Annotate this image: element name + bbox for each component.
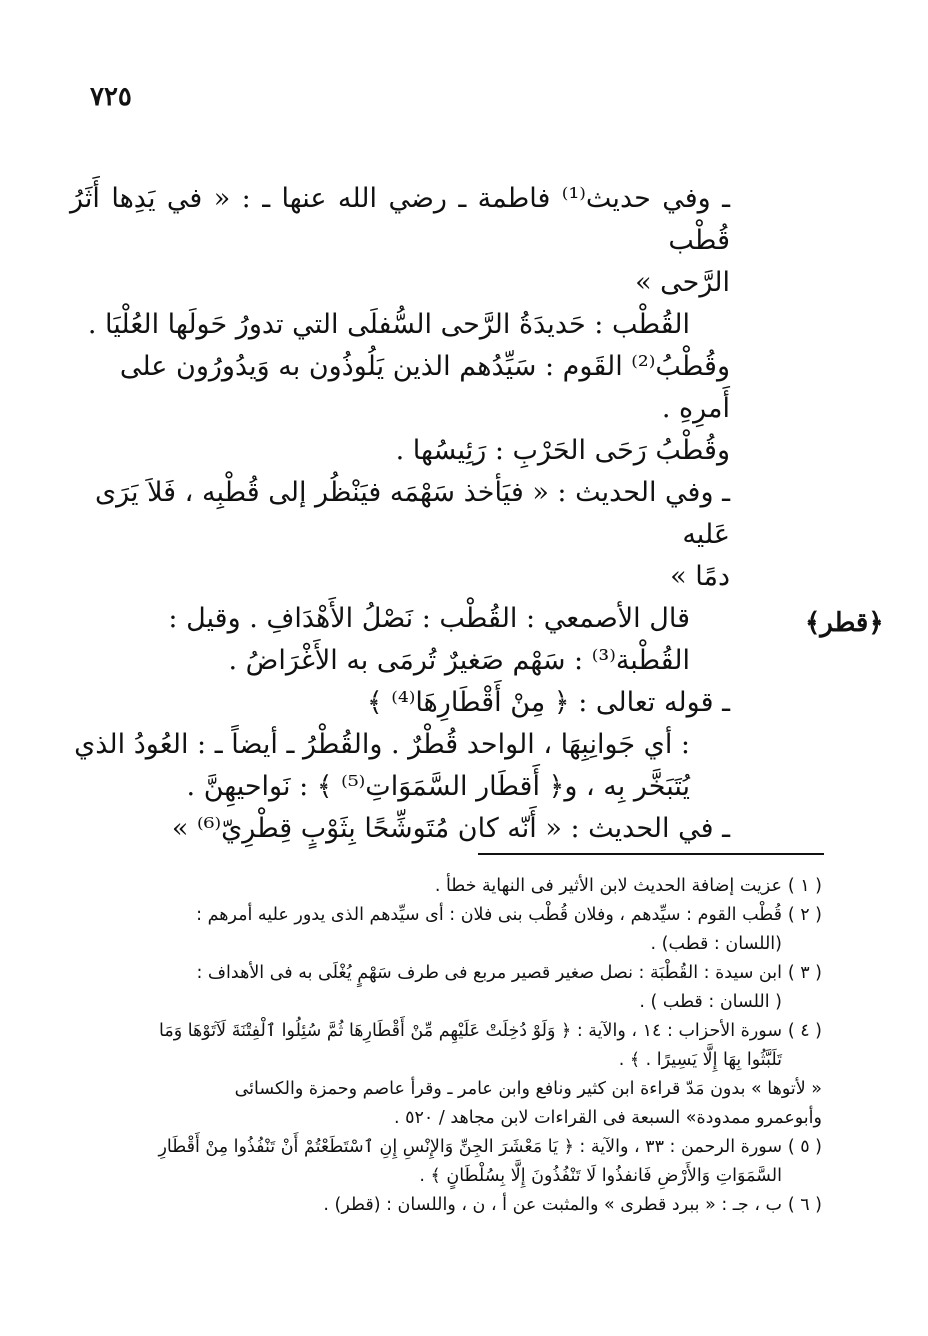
footnote-text: سورة الرحمن : ٣٣ ، والآية : ﴿ يَا مَعْشَرَ الجِنِّ وَالإِنْسِ إِنِ ٱسْتَطَعْتُمْ أَنْ تَنْفُذُوا مِنْ أَقْطَارِ xyxy=(158,1137,782,1157)
paragraph-hadith-sahm xyxy=(70,472,730,598)
paragraph-line: القُطْبة⁽³⁾ : سَهْم صَغيرٌ تُرمَى به الأَغْرَاضُ . xyxy=(228,645,690,676)
footnote-text-continued: ( اللسان : قطب ) . xyxy=(639,992,782,1012)
footnote-text: ب ، جـ : « ببرد قطرى » والمثبت عن أ ، ن ، واللسان : (قطر) . xyxy=(323,1195,782,1215)
paragraph-line: : أي جَوانِبِهَا ، الواحد قُطْرٌ . والقُطْرُ ـ أيضاً ـ : العُودُ الذي xyxy=(74,729,690,760)
footnote-text: عزيت إضافة الحديث لابن الأثير فى النهاية خطأ . xyxy=(434,876,782,896)
footnote-text: ابن سيدة : القُطْبَة : نصل صغير قصير مربع فى طرف سَهْمٍ يُغْلَى به فى الأهداف : xyxy=(196,963,782,983)
footnote-6 xyxy=(82,1191,822,1220)
footnote-text: سورة الأحزاب : ١٤ ، والآية : ﴿ وَلَوْ دُخِلَتْ عَلَيْهِم مِّنْ أَقْطَارِهَا ثُمَّ سُئِلُوا ٱلْفِتْنَةَ لَآتَوْهَا وَمَا xyxy=(158,1021,782,1041)
footnote-number: ( ٤ ) xyxy=(787,1021,822,1041)
paragraph-line: دمًا » xyxy=(670,561,730,592)
main-text xyxy=(70,178,730,850)
paragraph-asmai xyxy=(70,598,730,682)
paragraph-quran-aqtar: ـ قوله تعالى : ﴿ مِنْ أَقْطَارِهَا⁽⁴⁾ ﴾ xyxy=(366,687,730,718)
paragraph-line: ـ وفي الحديث : « فيَأخذ سَهْمَه فيَنْظُر إلى قُطْبِه ، فَلاَ يَرَى عَليه xyxy=(94,477,730,550)
footnote-number: ( ٣ ) xyxy=(787,963,822,983)
footnote-number: ( ٢ ) xyxy=(787,905,822,925)
paragraph-hadith-fatima xyxy=(70,178,730,304)
paragraph-qutb-harb: وقُطْبُ رَحَى الحَرْبِ : رَئِيسُها . xyxy=(395,435,730,466)
footnote-text-continued: تَلَبَّثُوا بِهَا إِلَّا يَسِيرًا . ﴾ . xyxy=(618,1050,782,1070)
footnote-qiraat-source: وأبوعمرو ممدودة» السبعة فى القراءات لابن مجاهد / ٥٢٠ . xyxy=(393,1108,822,1128)
footnote-1 xyxy=(82,872,822,901)
paragraph-hadith-qitri: ـ في الحديث : « أَنّه كان مُتَوشِّحًا بِثَوْبٍ قِطْرِيّ⁽⁶⁾ » xyxy=(171,813,730,844)
footnote-4 xyxy=(82,1017,822,1133)
footnote-2 xyxy=(82,901,822,959)
footnote-qiraat-note: « لأتوها » بدون مَدّ قراءة ابن كثير ونافع وابن عامر ـ وقرأ عاصم وحمزة والكسائى xyxy=(234,1079,822,1099)
paragraph-line: ـ وفي حديث⁽¹⁾ فاطمة ـ رضي الله عنها ـ : « في يَدِها أَثَرُ قُطْب xyxy=(70,183,731,256)
footnote-5 xyxy=(82,1133,822,1191)
footnote-number: ( ١ ) xyxy=(787,876,822,896)
footnote-text-continued: (اللسان : قطب) . xyxy=(650,934,782,954)
paragraph-line: قال الأصمعي : القُطْب : نَصْلُ الأَهْدَافِ . وقيل : xyxy=(168,603,690,634)
paragraph-qutb-definition: القُطْب : حَديدَةُ الرَّحى السُّفلَى التي تدورُ حَولَها العُلْيَا . xyxy=(87,309,690,340)
page-number: ٧٢٥ xyxy=(90,82,132,112)
paragraph-qutb-qawm: وقُطْبُ⁽²⁾ القَوم : سَيِّدُهم الذين يَلُوذُون به وَيدُورُون على أَمرِهِ . xyxy=(119,351,730,424)
footnote-divider xyxy=(478,853,824,855)
footnotes xyxy=(82,872,822,1220)
headword-qatr: ﴿قطر﴾ xyxy=(805,608,884,638)
paragraph-line: يُتَبَخَّر بِه ، و﴿ أَقطَار السَّمَوَاتِ⁽⁵⁾ ﴾ : نَواحيهِنَّ . xyxy=(186,771,690,802)
paragraph-line: الرَّحى » xyxy=(635,267,730,298)
footnote-text: قُطْب القوم : سيِّدهم ، وفلان قُطْب بنى فلان : أى سيِّدهم الذى يدور عليه أمرهم : xyxy=(196,905,782,925)
footnote-3 xyxy=(82,959,822,1017)
footnote-number: ( ٦ ) xyxy=(787,1195,822,1215)
footnote-text-continued: السَّمَوَاتِ وَالأَرْضِ فَانفذُوا لَا تَنْفُذُونَ إِلَّا بِسُلْطَانٍ ﴾ . xyxy=(419,1166,782,1186)
paragraph-aqtar-explanation xyxy=(70,724,730,808)
footnote-number: ( ٥ ) xyxy=(787,1137,822,1157)
